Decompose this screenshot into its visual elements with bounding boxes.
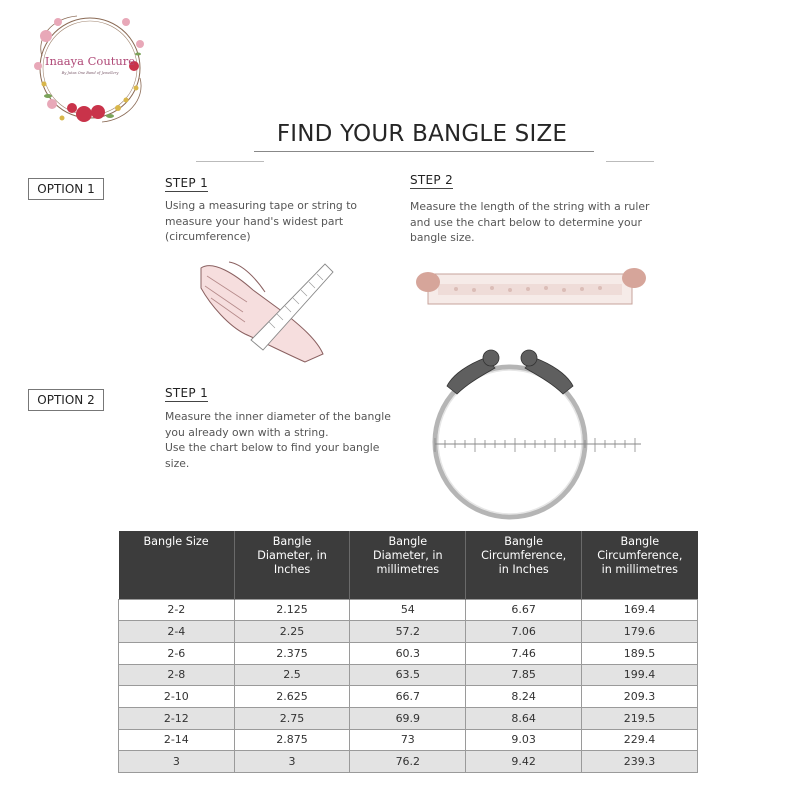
bangle-ruler-illustration <box>425 342 645 524</box>
table-cell: 239.3 <box>582 751 698 773</box>
table-cell: 6.67 <box>466 599 582 621</box>
table-cell: 2.25 <box>234 621 350 643</box>
table-cell: 219.5 <box>582 707 698 729</box>
table-cell: 2-10 <box>119 686 235 708</box>
table-row <box>119 729 698 751</box>
table-cell: 7.46 <box>466 642 582 664</box>
bangle-icon <box>425 342 645 520</box>
text-line: and use the chart below to determine your <box>410 215 642 229</box>
left-divider <box>196 161 264 162</box>
string-ruler-illustration <box>416 260 646 316</box>
table-row <box>119 664 698 686</box>
table-cell: 3 <box>234 751 350 773</box>
table-cell: 60.3 <box>350 642 466 664</box>
brand-logo <box>22 8 158 132</box>
table-row <box>119 599 698 621</box>
header-line: Bangle <box>620 535 660 548</box>
header-line: Circumference, <box>597 549 683 563</box>
table-row <box>119 751 698 773</box>
table-row <box>119 621 698 643</box>
option-1-step-2-text <box>410 199 680 246</box>
option-1-step-1-heading: STEP 1 <box>165 176 209 190</box>
text-line: you already own with a string. <box>165 425 329 439</box>
brand-name: Inaaya Couture <box>44 54 136 68</box>
hand-measuring-icon <box>193 250 338 365</box>
table-cell: 9.42 <box>466 751 582 773</box>
table-cell: 2.375 <box>234 642 350 664</box>
table-cell: 7.06 <box>466 621 582 643</box>
table-cell: 54 <box>350 599 466 621</box>
table-cell: 2.875 <box>234 729 350 751</box>
table-row <box>119 686 698 708</box>
table-cell: 2.75 <box>234 707 350 729</box>
option-2-label: OPTION 2 <box>28 389 104 411</box>
table-cell: 63.5 <box>350 664 466 686</box>
column-header <box>582 531 698 599</box>
text-line: bangle size. <box>410 231 475 245</box>
header-line: millimetres <box>376 563 440 577</box>
table-cell: 2-8 <box>119 664 235 686</box>
table-row <box>119 707 698 729</box>
table-cell: 76.2 <box>350 751 466 773</box>
table-cell: 3 <box>119 751 235 773</box>
table-cell: 2.5 <box>234 664 350 686</box>
header-line: Bangle <box>388 535 428 548</box>
ruler-icon <box>416 260 646 312</box>
table-cell: 73 <box>350 729 466 751</box>
table-cell: 199.4 <box>582 664 698 686</box>
column-header <box>466 531 582 599</box>
table-cell: 2-14 <box>119 729 235 751</box>
bangle-size-table <box>118 531 698 773</box>
text-line: Using a measuring tape or string to <box>165 199 358 212</box>
header-line: Diameter, in <box>373 549 443 563</box>
brand-tagline: By Jutas One Band of Jewellery <box>61 71 119 75</box>
table-cell: 2-4 <box>119 621 235 643</box>
page-title: FIND YOUR BANGLE SIZE <box>276 121 568 147</box>
text-line: Measure the length of the string with a ruler <box>410 200 650 213</box>
table-header-row <box>119 531 698 599</box>
text-line: measure your hand's widest part <box>165 214 344 228</box>
option-2-step-1-text <box>165 409 410 471</box>
floral-wreath-icon <box>22 8 158 132</box>
option-1-step-1-text <box>165 198 380 245</box>
table-cell: 179.6 <box>582 621 698 643</box>
option-1-step-2-heading: STEP 2 <box>410 173 454 187</box>
title-underline <box>254 151 594 152</box>
table-cell: 2.125 <box>234 599 350 621</box>
header-line: Inches <box>273 563 311 577</box>
text-line: (circumference) <box>165 230 251 244</box>
header-line: Bangle <box>504 535 543 548</box>
column-header <box>119 531 235 599</box>
text-line: Measure the inner diameter of the bangle <box>165 410 391 423</box>
header-line: Bangle Size <box>143 535 209 548</box>
table-cell: 2.625 <box>234 686 350 708</box>
text-line: Use the chart below to find your bangle <box>165 441 380 455</box>
header-line: Diameter, in <box>257 549 327 563</box>
table-cell: 8.24 <box>466 686 582 708</box>
table-cell: 69.9 <box>350 707 466 729</box>
table-cell: 229.4 <box>582 729 698 751</box>
hand-measuring-illustration <box>193 250 338 369</box>
column-header <box>234 531 350 599</box>
table-cell: 169.4 <box>582 599 698 621</box>
table-cell: 66.7 <box>350 686 466 708</box>
header-line: Circumference, <box>481 549 567 563</box>
table-cell: 2-12 <box>119 707 235 729</box>
table-cell: 7.85 <box>466 664 582 686</box>
table-cell: 2-6 <box>119 642 235 664</box>
table-cell: 2-2 <box>119 599 235 621</box>
header-line: in Inches <box>498 563 549 577</box>
header-line: Bangle <box>272 535 312 548</box>
header-line: in millimetres <box>601 563 678 577</box>
table-row <box>119 642 698 664</box>
table-cell: 209.3 <box>582 686 698 708</box>
column-header <box>350 531 466 599</box>
right-divider <box>606 161 654 162</box>
table-cell: 9.03 <box>466 729 582 751</box>
text-line: size. <box>165 456 190 470</box>
table-cell: 189.5 <box>582 642 698 664</box>
table-cell: 57.2 <box>350 621 466 643</box>
option-2-step-1-heading: STEP 1 <box>165 386 209 400</box>
option-1-label: OPTION 1 <box>28 178 104 200</box>
table-cell: 8.64 <box>466 707 582 729</box>
